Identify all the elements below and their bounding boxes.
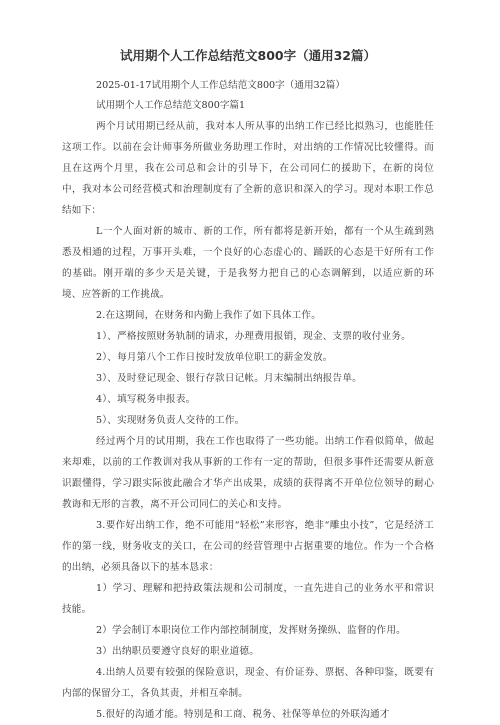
paragraph-point-1: L一个人面对新的城市、新的工作，所有都将是新开始，都有一个从生疏到熟悉及相通的过程，万事开头难，一个良好的心态虚心的、踊跃的心态是干好所有工作的基础。刚开端的多少天是关键，于是我努力把自己的心态调解到，以适应新的环境、应答新的工作挑战。 <box>62 226 434 300</box>
section-subheading: 试用期个人工作总结范文800字篇1 <box>96 100 246 111</box>
paragraph-point-2: 2.在这期间，在财务和内勤上我作了如下具体工作。 <box>96 310 322 321</box>
list-item: 1）、严格按照财务轨制的请求，办理费用报销，现金、支票的收付业务。 <box>96 331 411 342</box>
date-meta-line: 2025-01-17试用期个人工作总结范文800字（通用32篇） <box>96 80 345 91</box>
paragraph-intro: 两个月试用期已经从前，我对本人所从事的出纳工作已经比拟熟习，也能胜任这项工作。以前在会计师事务所做业务助理工作时，对出纳的工作情况比较懂得。而且在这两个月里，我在公司总和会计的引导下，在公司同仁的援助下，在新的岗位中，我对本公司经营模式和治理制度有了全新的意识和深入的学习。现对本职工作总结如下： <box>62 121 434 216</box>
list-item: 3）出纳职员要遵守良好的职业道德。 <box>96 646 260 657</box>
document-title: 试用期个人工作总结范文800字（通用32篇） <box>120 48 376 63</box>
list-item: 2）学会制订本职岗位工作内部控制制度，发挥财务操纵、监督的作用。 <box>96 625 406 636</box>
list-item: 5）、实现财务负责人交待的工作。 <box>96 415 245 426</box>
list-item: 3）、及时登记现金、银行存款日记帐。月末编制出纳报告单。 <box>96 373 362 384</box>
paragraph-reflection: 经过两个月的试用期，我在工作也取得了一些功能。出纳工作看似简单，做起来却难，以前的工作教训对我从事新的工作有一定的帮助，但很多事件还需要从新意识跟懂得，学习跟实际彼此融合才华产出成果，成绩的获得离不开单位位领导的耐心教诲和无形的言教，离不开公司同仁的关心和支持。 <box>62 436 434 510</box>
list-item: 2）、每月第八个工作日按时发放单位职工的薪金发放。 <box>96 352 333 363</box>
paragraph-point-5: 5.很好的沟通才能。特别是和工商、税务、社保等单位的外联沟通才 <box>96 709 390 720</box>
list-item: 4）、填写税务申报表。 <box>96 394 196 405</box>
paragraph-point-3: 3.要作好出纳工作，绝不可能用“轻松”来形容，绝非“雕虫小技”，它是经济工作的第一线，财务收支的关口，在公司的经营管理中占据重要的地位。作为一个合格的出纳，必须具备以下的基本恳求： <box>62 520 434 573</box>
list-item: 1）学习、理解和把持政策法规和公司制度，一直先进自己的业务水平和常识技能。 <box>62 583 434 615</box>
paragraph-point-4: 4.出纳人员要有较强的保险意识，现金、有价证券、票据、各种印鉴，既要有内部的保留分工，各负其责，并相互牵制。 <box>62 667 434 699</box>
